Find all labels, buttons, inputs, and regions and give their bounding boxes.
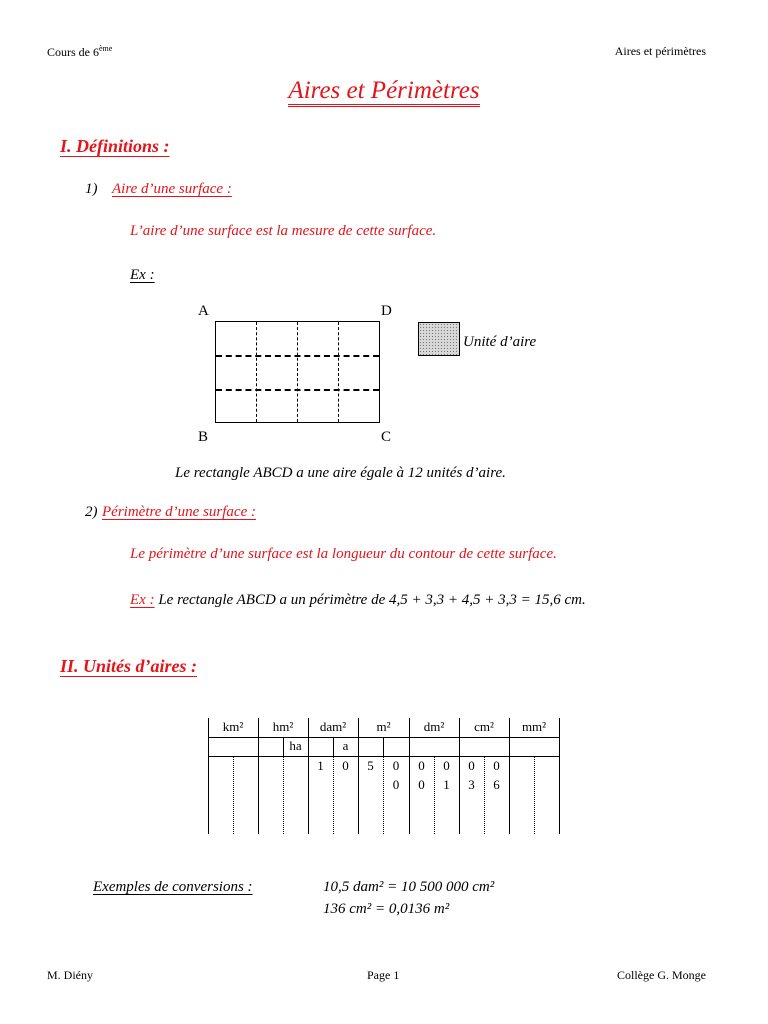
table-line-vertical — [308, 718, 309, 834]
footer-school: Collège G. Monge — [617, 968, 706, 982]
table-line-vertical — [383, 737, 384, 756]
perimeter-definition: Le périmètre d’une surface est la longueur du contour de cette surface. — [130, 546, 557, 562]
grid-line-vertical — [256, 322, 257, 422]
table-digit: 6 — [493, 777, 500, 792]
footer-author: M. Diény — [47, 968, 93, 982]
label-a: a — [342, 738, 349, 753]
table-digit: 0 — [418, 777, 425, 792]
area-definition: L’aire d’une surface est la mesure de cette surface. — [130, 223, 437, 239]
rectangle-abcd — [215, 321, 380, 423]
table-line-vertical — [559, 718, 560, 834]
perimeter-example — [130, 592, 586, 609]
unit-cm2: cm² — [474, 719, 494, 734]
grid-line-horizontal — [216, 389, 379, 391]
table-line-dotted — [283, 756, 284, 834]
conversion-example-2: 136 cm² = 0,0136 m² — [323, 901, 450, 917]
header-left: Cours de 6ème — [47, 44, 113, 59]
table-line-vertical — [208, 718, 209, 834]
table-digit: 3 — [468, 777, 475, 792]
table-line-vertical — [358, 718, 359, 834]
vertex-a: A — [198, 303, 209, 319]
unit-area-label: Unité d’aire — [463, 334, 537, 350]
table-digit: 0 — [443, 758, 450, 773]
unit-km2: km² — [222, 719, 244, 734]
unit-dam2: dam² — [319, 719, 347, 734]
table-line-vertical — [509, 718, 510, 834]
grid-line-vertical — [338, 322, 339, 422]
table-line-horizontal — [208, 756, 560, 757]
subsection-2-number: 2) — [85, 504, 98, 520]
subsection-1-number: 1) — [85, 181, 98, 197]
table-digit: 0 — [468, 758, 475, 773]
area-statement: Le rectangle ABCD a une aire égale à 12 unités d’aire. — [175, 465, 506, 481]
table-digit: 0 — [418, 758, 425, 773]
perimeter-statement: Le rectangle ABCD a un périmètre de 4,5 + 3,3 + 4,5 + 3,3 = 15,6 cm. — [158, 592, 586, 608]
vertex-d: D — [381, 303, 392, 319]
table-line-dotted — [534, 756, 535, 834]
table-line-vertical — [409, 718, 410, 834]
table-line-vertical — [459, 718, 460, 834]
vertex-c: C — [381, 429, 392, 445]
subsection-1-heading: Aire d’une surface : — [112, 181, 232, 197]
table-digit: 1 — [443, 777, 450, 792]
unit-m2: m² — [376, 719, 391, 734]
grid-line-horizontal — [216, 355, 379, 357]
subsection-2-heading: Périmètre d’une surface : — [102, 504, 256, 520]
area-conversion-table — [208, 718, 560, 834]
example-label-1: Ex : — [130, 267, 155, 283]
header-right: Aires et périmètres — [614, 44, 706, 58]
conversion-example-1: 10,5 dam² = 10 500 000 cm² — [323, 879, 495, 895]
section-2-heading: II. Unités d’aires : — [60, 656, 198, 676]
unit-area-swatch — [418, 322, 460, 356]
label-ha: ha — [289, 738, 302, 753]
vertex-b: B — [198, 429, 209, 445]
table-line-vertical — [258, 718, 259, 834]
table-digit: 0 — [392, 758, 400, 773]
table-digit: 0 — [493, 758, 500, 773]
unit-hm2: hm² — [272, 719, 294, 734]
table-digit: 5 — [367, 758, 374, 773]
header-left-superscript: ème — [99, 44, 113, 53]
footer-page-number: Page 1 — [367, 968, 400, 982]
example-label-2: Ex : — [130, 592, 155, 608]
conversions-label: Exemples de conversions : — [93, 879, 253, 895]
unit-dm2: dm² — [423, 719, 445, 734]
page-title: Aires et Périmètres — [0, 76, 768, 106]
table-digit: 0 — [342, 758, 349, 773]
section-1-heading: I. Définitions : — [60, 136, 170, 156]
grid-line-vertical — [297, 322, 298, 422]
table-digit: 1 — [317, 758, 324, 773]
table-digit: 0 — [392, 777, 400, 792]
unit-mm2: mm² — [521, 719, 547, 734]
table-line-horizontal — [208, 737, 560, 738]
table-line-dotted — [233, 756, 234, 834]
